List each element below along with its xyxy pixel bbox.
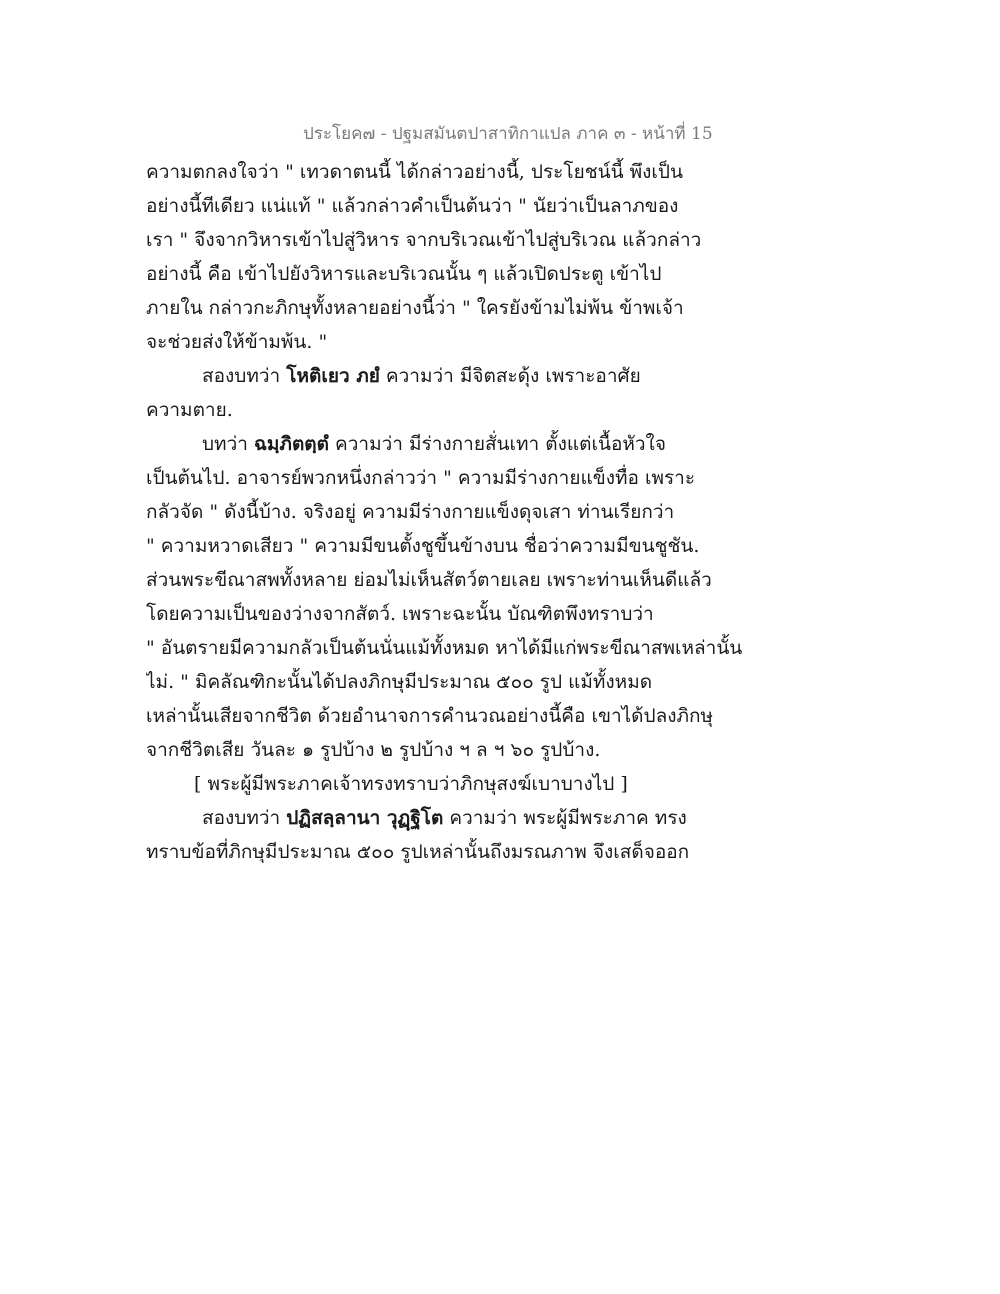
page-body: [146, 155, 746, 869]
text-line: เป็นต้นไป. อาจารย์พวกหนึ่งกล่าวว่า " ความมีร่างกายแข็งทื่อ เพราะ: [146, 467, 696, 489]
term-explanation: ความว่า พระผู้มีพระภาค ทรง: [443, 807, 687, 829]
text-line: " อันตรายมีความกลัวเป็นต้นนั่นแม้ทั้งหมด หาได้มีแก่พระขีณาสพเหล่านั้น: [146, 637, 743, 659]
text-line: เรา " จึงจากวิหารเข้าไปสู่วิหาร จากบริเวณเข้าไปสู่บริเวณ แล้วกล่าว: [146, 229, 702, 251]
paragraph-start-line: [146, 801, 746, 835]
text-line: อย่างนี้ทีเดียว แน่แท้ " แล้วกล่าวคำเป็นต้นว่า " นัยว่าเป็นลาภของ: [146, 195, 679, 217]
text-line: เหล่านั้นเสียจากชีวิต ด้วยอำนาจการคำนวณอย่างนี้คือ เขาได้ปลงภิกษุ: [146, 705, 714, 727]
paragraph-start-line: [146, 359, 746, 393]
term-intro: บทว่า: [202, 433, 254, 455]
text-line: ความตกลงใจว่า " เทวดาตนนี้ ได้กล่าวอย่างนี้, ประโยชน์นี้ พึงเป็น: [146, 161, 683, 183]
pali-term: ฉมฺภิตตฺตํ: [253, 433, 329, 455]
pali-term: โหติเยว ภยํ: [286, 365, 380, 387]
running-head: ประโยค๗ - ปฐมสมันตปาสาทิกาแปล ภาค ๓ - หน้าที่ 15: [303, 124, 713, 144]
term-intro: สองบทว่า: [202, 365, 287, 387]
text-line: จะช่วยส่งให้ข้ามพ้น. ": [146, 331, 328, 353]
text-line: โดยความเป็นของว่างจากสัตว์. เพราะฉะนั้น บัณฑิตพึงทราบว่า: [146, 603, 654, 625]
term-explanation: ความว่า มีจิตสะดุ้ง เพราะอาศัย: [379, 365, 641, 387]
text-line: ความตาย.: [146, 399, 233, 421]
text-line: กลัวจัด " ดังนี้บ้าง. จริงอยู่ ความมีร่างกายแข็งดุจเสา ท่านเรียกว่า: [146, 501, 675, 523]
paragraph-start-line: [146, 427, 746, 461]
text-line: อย่างนี้ คือ เข้าไปยังวิหารและบริเวณนั้น ๆ แล้วเปิดประตู เข้าไป: [146, 263, 662, 285]
text-line: จากชีวิตเสีย วันละ ๑ รูปบ้าง ๒ รูปบ้าง ฯ ล ฯ ๖๐ รูปบ้าง.: [146, 739, 601, 761]
text-line: ไม่. " มิคลัณฑิกะนั้นได้ปลงภิกษุมีประมาณ ๕๐๐ รูป แม้ทั้งหมด: [146, 671, 653, 693]
text-line: ทราบข้อที่ภิกษุมีประมาณ ๕๐๐ รูปเหล่านั้นถึงมรณภาพ จึงเสด็จออก: [146, 841, 690, 863]
pali-term: ปฏิสลฺลานา วุฏฺฐิโต: [286, 807, 444, 829]
text-line: ภายใน กล่าวกะภิกษุทั้งหลายอย่างนี้ว่า " ใครยังข้ามไม่พ้น ข้าพเจ้า: [146, 297, 684, 319]
term-explanation: ความว่า มีร่างกายสั่นเทา ตั้งแต่เนื้อหัวใจ: [328, 433, 666, 455]
text-line: " ความหวาดเสียว " ความมีขนตั้งชูขึ้นข้างบน ชื่อว่าความมีขนชูชัน.: [146, 535, 700, 557]
text-line: ส่วนพระขีณาสพทั้งหลาย ย่อมไม่เห็นสัตว์ตายเลย เพราะท่านเห็นดีแล้ว: [146, 569, 712, 591]
section-heading: [ พระผู้มีพระภาคเจ้าทรงทราบว่าภิกษุสงฆ์เบาบางไป ]: [194, 773, 628, 795]
term-intro: สองบทว่า: [202, 807, 287, 829]
